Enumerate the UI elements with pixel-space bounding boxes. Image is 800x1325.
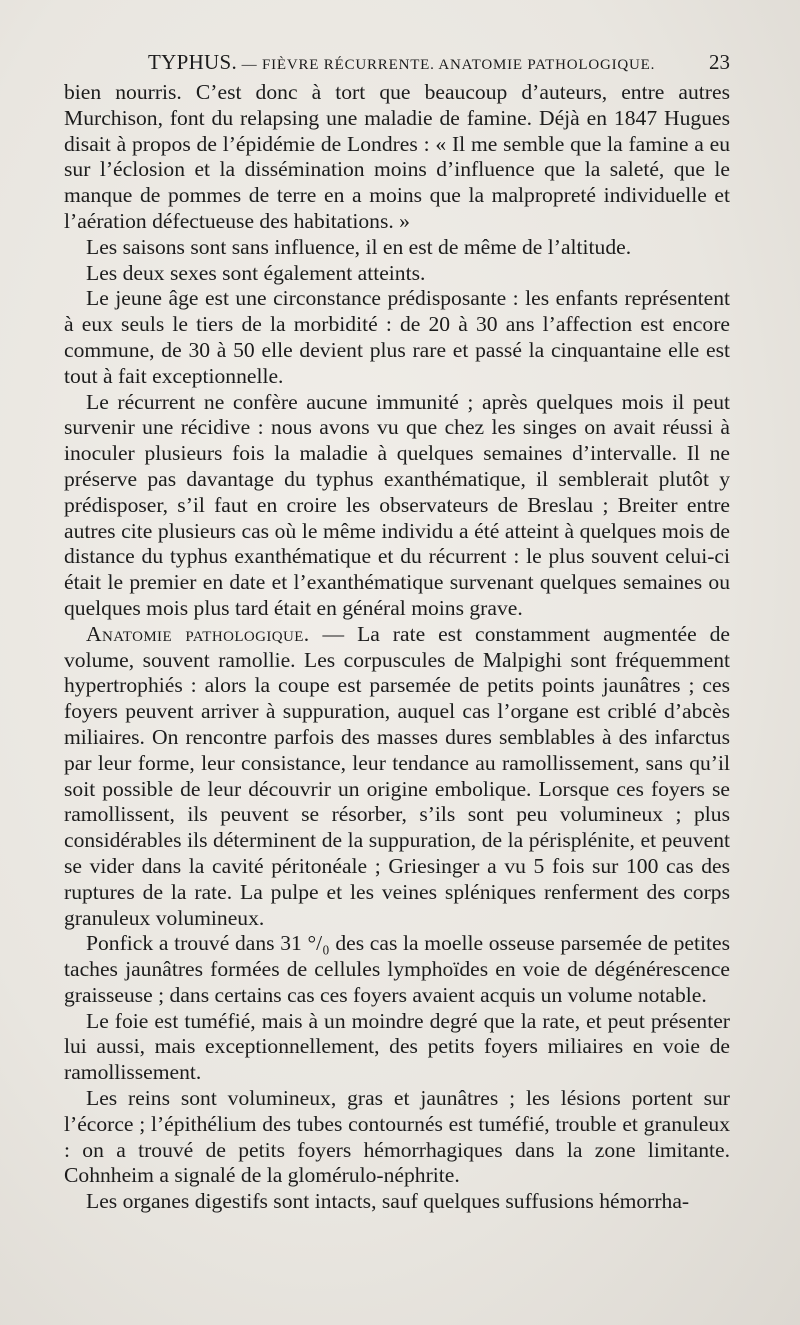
paragraph-sexes: Les deux sexes sont également atteints. — [86, 260, 426, 285]
paragraph-anatomy — [64, 622, 730, 932]
paragraph-digestive: Les organes digestifs sont intacts, sauf quelques suffusions hémorrha- — [86, 1189, 690, 1214]
paragraph-age: Le jeune âge est une circonstance prédisposante : les enfants représentent à eux seuls le tiers de la morbidité : de 20 à 30 ans l’affection est encore commune, de 30 à 50 elle devient plus rare et passé la cinquantaine elle est tout à fait exceptionnelle. — [64, 286, 730, 388]
paragraph-kidneys: Les reins sont volumineux, gras et jaunâtres ; les lésions portent sur l’écorce ; l’épithélium des tubes contournés est tuméfié, trouble et granuleux : on a trouvé de petits foyers hémorrhagiques dans la zone limitante. Cohnheim a signalé de la glomérulo-néphrite. — [64, 1086, 730, 1188]
body-text — [64, 80, 730, 1215]
paragraph-seasons: Les saisons sont sans influence, il en est de même de l’altitude. — [86, 234, 632, 259]
paragraph-marrow: Ponfick a trouvé dans 31 °/₀ des cas la moelle osseuse parsemée de petites taches jaunâtres formées de cellules lymphoïdes en voie de dégénérescence graisseuse ; dans certains cas ces foyers avaient acquis un volume notable. — [64, 931, 730, 1007]
page-number: 23 — [709, 50, 730, 74]
paragraph-liver: Le foie est tuméfié, mais à un moindre degré que la rate, et peut présenter lui aussi, mais exceptionnellement, des petits foyers miliaires en voie de ramollissement. — [64, 1008, 730, 1085]
running-head-main: TYPHUS. — [148, 50, 238, 74]
paragraph-anatomy-text: — La rate est constamment augmentée de volume, souvent ramollie. Les corpuscules de Malpighi sont fréquemment hypertrophiés : alors la coupe est parsemée de petits points jaunâtres ; ces foyers peuvent arriver à suppuration, auquel cas l’organe est criblé d’abcès miliaires. On rencontre parfois des masses dures semblables à des infarctus par leur forme, leur consistance, leur tendance au ramollissement, sans qu’il soit possible de leur découvrir un origine embolique. Lorsque ces foyers se ramollissent, ils peuvent se résorber, s’ils sont peu volumineux ; plus considérables ils déterminent de la suppuration, de la périsplénite, et peuvent se vider dans la cavité péritonéale ; Griesinger a vu 5 fois sur 100 cas des ruptures de la rate. La pulpe et les veines spléniques renferment des corps granuleux volumineux. — [64, 621, 730, 930]
running-head — [64, 44, 730, 80]
running-head-title — [148, 44, 655, 83]
paragraph-continuation: bien nourris. C’est donc à tort que beaucoup d’auteurs, entre autres Murchison, font du relapsing une maladie de famine. Déjà en 1847 Hugues disait à propos de l’épidémie de Londres : « Il me semble que la famine a eu sur l’éclosion et la dissémination moins d’influence que la saleté, que le manque de pommes de terre en a moins que la malpropreté individuelle et l’aération défectueuse des habitations. » — [64, 80, 730, 233]
running-head-subtitle: — FIÈVRE RÉCURRENTE. ANATOMIE PATHOLOGIQUE. — [237, 57, 656, 73]
paragraph-immunity: Le récurrent ne confère aucune immunité ; après quelques mois il peut survenir une récidive : nous avons vu que chez les singes on avait réussi à inoculer plusieurs fois la maladie à quelques semaines d’intervalle. Il ne préserve pas davantage du typhus exanthématique, il semblerait plutôt y prédisposer, s’il faut en croire les observateurs de Breslau ; Breiter entre autres cite plusieurs cas où le même individu a été atteint à quelques mois de distance du typhus exanthématique et du récurrent : le plus souvent celui-ci était le premier en date et l’exanthématique survenant quelques semaines ou quelques mois plus tard était en général moins grave. — [64, 389, 730, 620]
section-heading: Anatomie pathologique. — [86, 621, 310, 646]
